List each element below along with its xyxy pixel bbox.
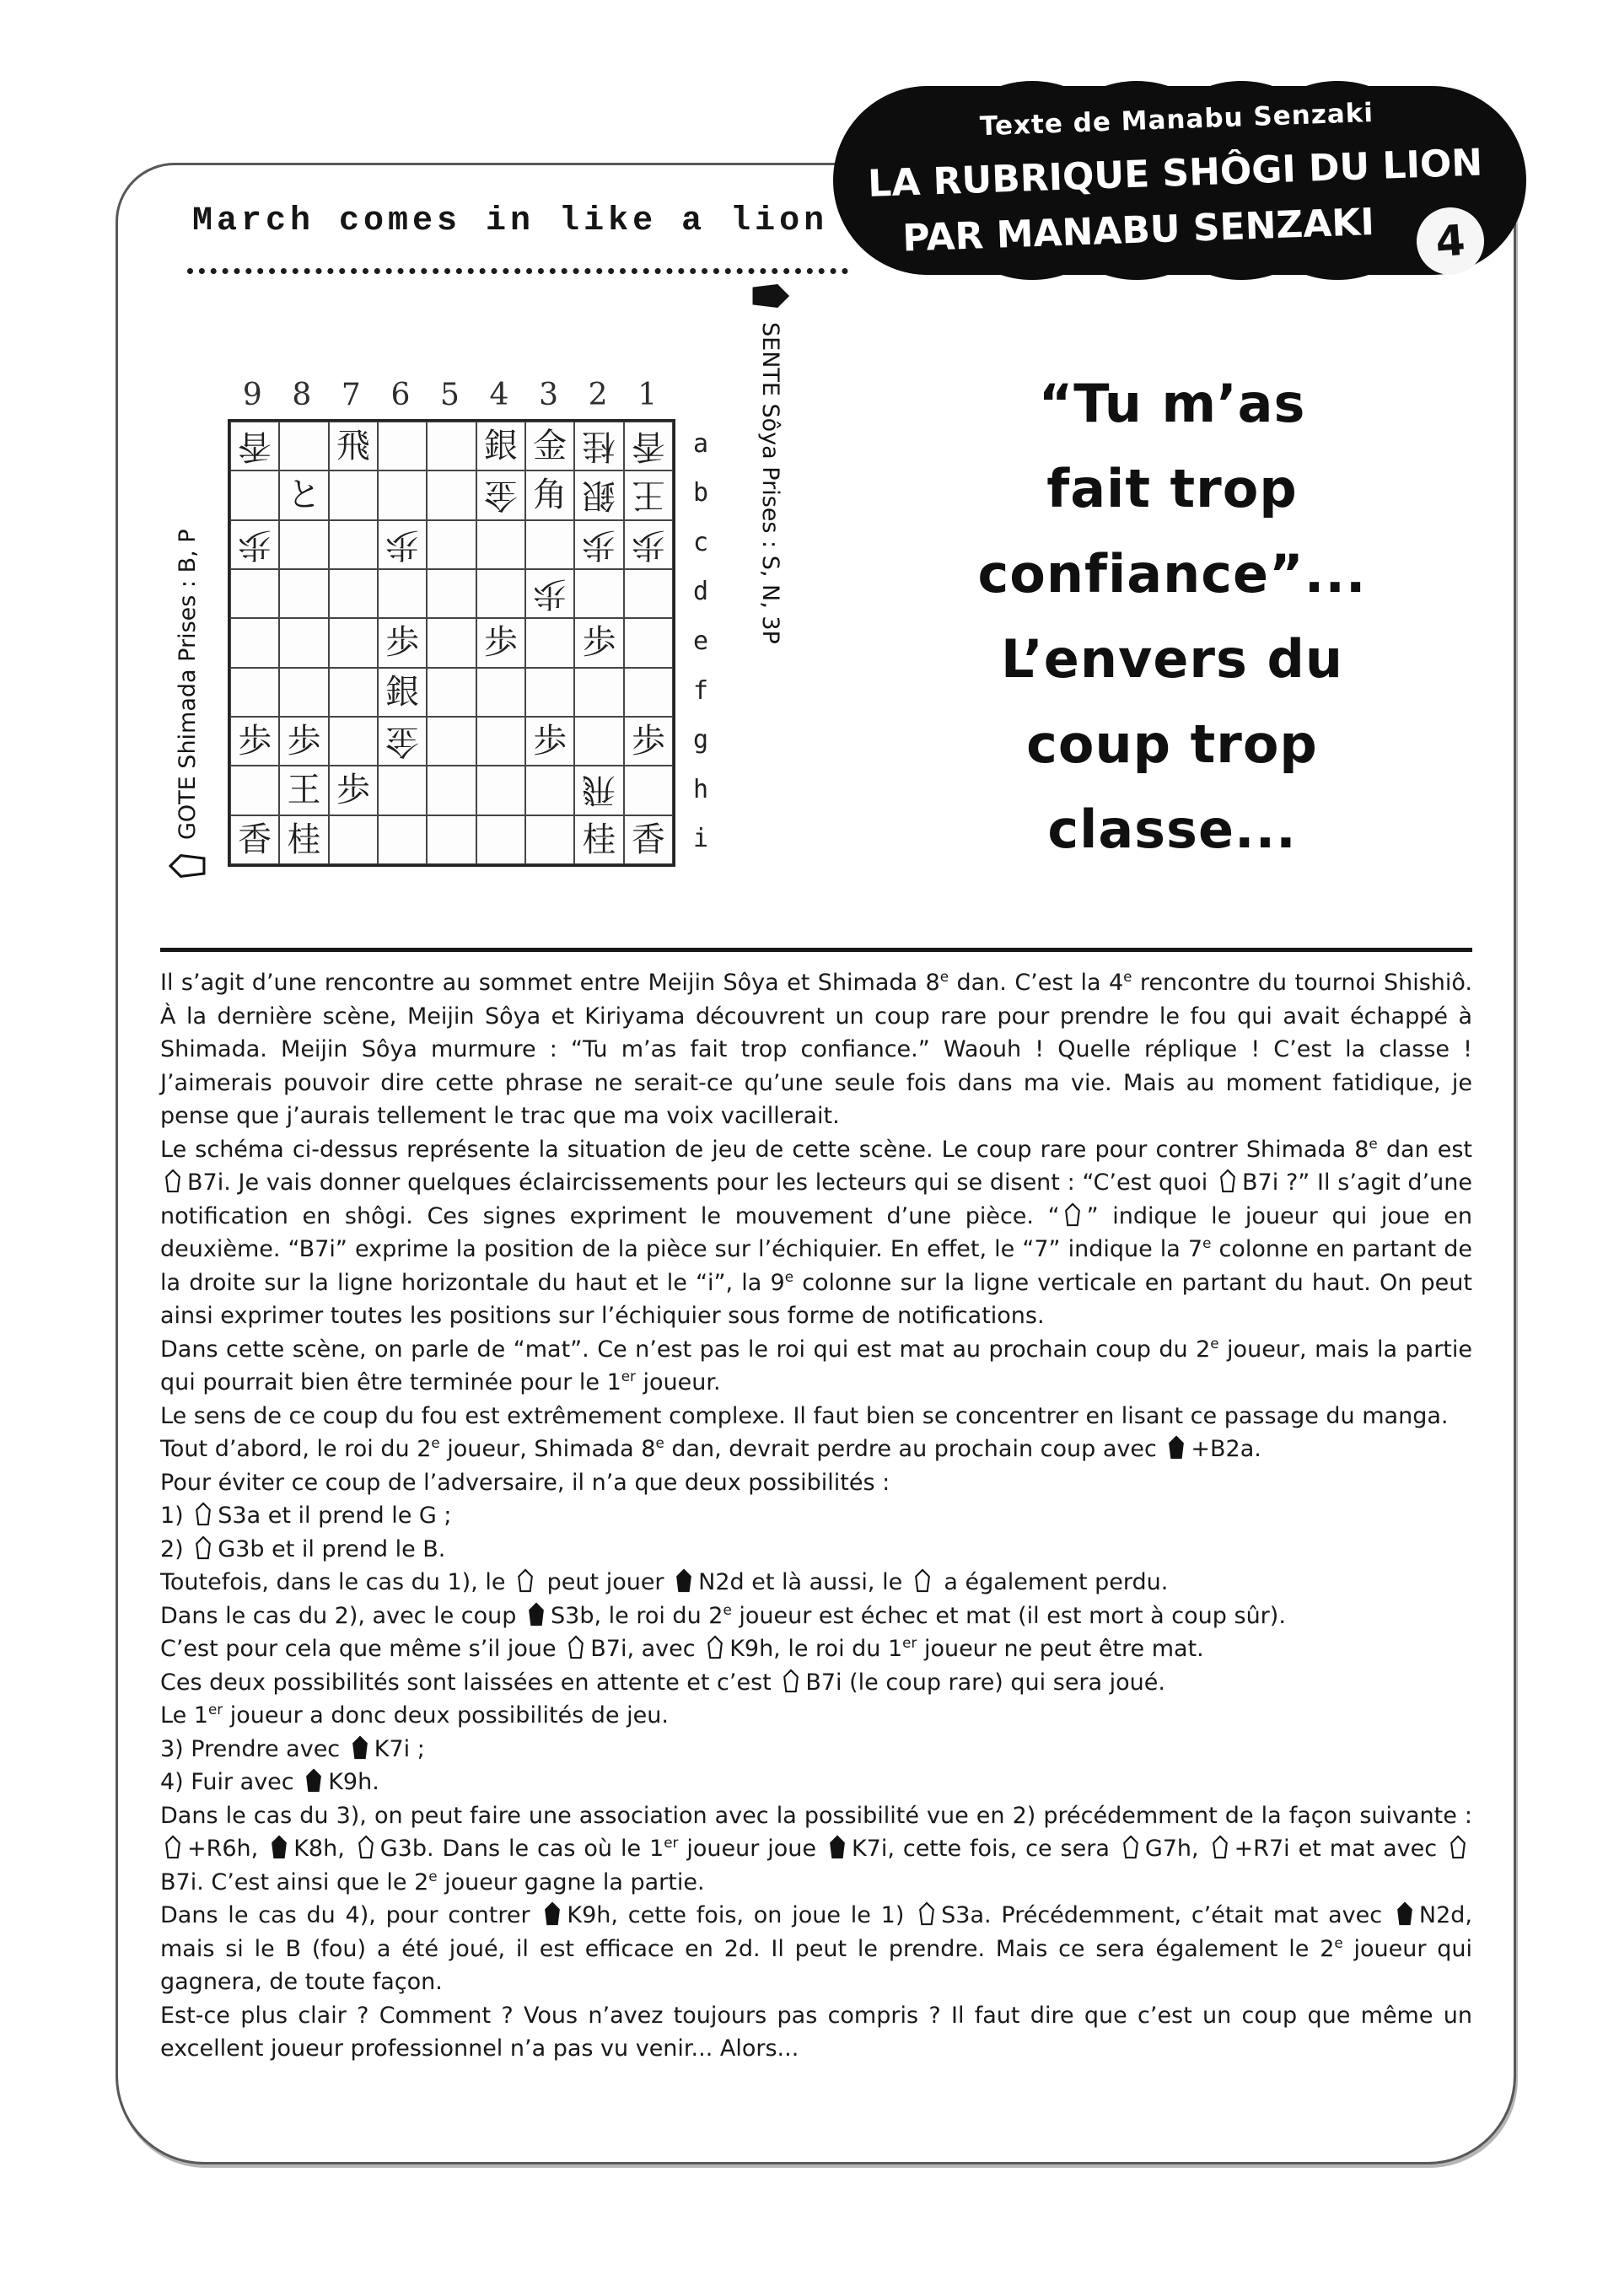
board-cell [230, 520, 279, 569]
shogi-piece: 銀 [483, 427, 518, 466]
article-paragraph: Est-ce plus clair ? Comment ? Vous n’avez toujours pas compris ? Il faut dire que c’est un coup que même un excellent joueur professionnel n’a pas vu venir... Alors... [160, 2002, 1472, 2062]
series-title: March comes in like a lion [192, 202, 829, 240]
article-paragraph: Ces deux possibilités sont laissées en attente et c’est B7i (le coup rare) qui sera joué. [160, 1669, 1165, 1696]
gote-pentagon-icon [193, 1535, 213, 1560]
shogi-piece: 香 [238, 820, 272, 859]
shogi-piece: 桂 [582, 427, 616, 466]
board-cell [230, 470, 279, 519]
shogi-piece: 歩 [287, 722, 321, 761]
article-paragraph: 4) Fuir avec K9h. [160, 1769, 379, 1795]
quote-line: fait trop [1046, 458, 1298, 519]
article-paragraph: Le schéma ci-dessus représente la situation de jeu de cette scène. Le coup rare pour contrer Shimada 8e dan est B7i. Je vais donner quelques éclaircissements pour les lecteurs qui se disent : “C’est quoi B7i ?” Il s’agit d’une notification en shôgi. Ces signes expriment le mouvement d’une pièce. “ ” indique le joueur qui joue en deuxième. “B7i” exprime la position de la pièce sur l’échiquier. En effet, le “7” indique la 7e colonne en partant de la droite sur la ligne horizontale du haut et le “i”, la 9e colonne sur la ligne verticale en partant du haut. On peut ainsi exprimer toutes les positions sur l’échiquier sous forme de notifications. [160, 1134, 1473, 1329]
board-cell [476, 668, 525, 717]
sente-pentagon-icon [269, 1835, 289, 1859]
column-number: 8 [292, 378, 312, 412]
shogi-piece: 歩 [582, 623, 616, 663]
column-number: 3 [539, 378, 558, 412]
shogi-piece: 歩 [238, 722, 272, 761]
board-cell [525, 668, 574, 717]
board-cell [230, 422, 279, 470]
quote-block [860, 361, 1484, 872]
sente-pentagon-icon [827, 1835, 847, 1859]
shogi-piece: 香 [631, 427, 665, 466]
column-number: 1 [637, 378, 658, 412]
sente-pentagon-icon [526, 1602, 546, 1627]
board-cell [624, 668, 673, 717]
sente-pentagon-icon [304, 1768, 324, 1793]
board-cell [279, 470, 328, 519]
column-number: 9 [242, 378, 262, 412]
board-cell [476, 422, 525, 470]
board-cell [378, 422, 427, 470]
board-cell [624, 766, 673, 815]
board-cell [378, 470, 427, 519]
gote-pentagon-icon [163, 1169, 183, 1193]
gote-pentagon-icon [566, 1635, 586, 1659]
row-letter: b [693, 478, 709, 508]
board-cell [525, 766, 574, 815]
gote-pentagon-icon [912, 1568, 933, 1593]
column-header-bubble [833, 74, 1526, 287]
board-cell [427, 668, 476, 717]
article-paragraph: Dans le cas du 3), on peut faire une association avec la possibilité vue en 2) précédemment de la façon suivante : +R6h, K8h, G3b. Dans le cas où le 1er joueur joue K7i, cette fois, ce sera G7h, +R7i et mat avec B7i. C’est ainsi que le 2e joueur gagne la partie. [160, 1802, 1472, 1895]
shogi-board [228, 419, 675, 867]
column-number: 5 [440, 378, 460, 412]
board-cell [378, 618, 427, 667]
section-divider [160, 948, 1472, 952]
board-cell [574, 569, 623, 618]
gote-pentagon-icon [356, 1835, 376, 1859]
gote-pentagon-icon [1062, 1202, 1083, 1227]
sente-pentagon-icon [674, 1568, 694, 1593]
board-cell [525, 470, 574, 519]
column-number: 2 [588, 378, 608, 412]
board-cell [378, 668, 427, 717]
article-paragraph: Le sens de ce coup du fou est extrêmement complexe. Il faut bien se concentrer en lisant ce passage du manga. [160, 1402, 1449, 1429]
row-letter: d [693, 577, 709, 607]
board-cell [329, 520, 378, 569]
board-cell [230, 668, 279, 717]
article-paragraph: 1) S3a et il prend le G ; [160, 1503, 452, 1529]
shogi-piece: 歩 [582, 524, 616, 564]
board-cell [574, 766, 623, 815]
board-cell [329, 668, 378, 717]
board-cell [329, 569, 378, 618]
article-paragraph: Dans le cas du 2), avec le coup S3b, le roi du 2e joueur est échec et mat (il est mort à coup sûr). [160, 1600, 1286, 1629]
shogi-piece: 角 [533, 476, 567, 515]
gote-pentagon-icon [168, 850, 207, 882]
row-letter: a [693, 428, 709, 459]
gote-pentagon-icon [1218, 1169, 1238, 1193]
shogi-piece: 香 [631, 820, 665, 859]
bubble-title-line1: LA RUBRIQUE SHÔGI DU LION [867, 141, 1483, 206]
quote-line: L’envers du [1000, 628, 1344, 690]
board-cell [279, 668, 328, 717]
row-letter: g [693, 725, 709, 755]
quote-line: classe... [1047, 798, 1297, 860]
board-cell [427, 717, 476, 766]
gote-pentagon-icon [193, 1502, 213, 1526]
article-paragraph: 2) G3b et il prend le B. [160, 1535, 446, 1562]
board-cell [525, 520, 574, 569]
board-cell [279, 569, 328, 618]
board-cell [279, 717, 328, 766]
board-cell [574, 618, 623, 667]
board-cell [476, 766, 525, 815]
board-cell [476, 520, 525, 569]
board-cell [525, 815, 574, 864]
shogi-piece: と [287, 476, 321, 515]
board-cell [329, 470, 378, 519]
row-letter: c [693, 527, 709, 557]
board-cell [525, 717, 574, 766]
board-cell [378, 717, 427, 766]
shogi-piece: 銀 [385, 672, 420, 712]
board-cell [574, 520, 623, 569]
gote-pentagon-icon [515, 1568, 535, 1593]
board-cell [329, 717, 378, 766]
sente-side-label-text: SENTE Sôya Prises : S, N, 3P [757, 322, 784, 644]
board-cell [427, 618, 476, 667]
board-column-numbers [228, 378, 672, 412]
article-paragraph: Tout d’abord, le roi du 2e joueur, Shimada 8e dan, devrait perdre au prochain coup avec +B2a. [160, 1434, 1261, 1462]
board-cell [230, 618, 279, 667]
gote-pentagon-icon [705, 1635, 725, 1659]
board-cell [525, 618, 574, 667]
board-cell [378, 815, 427, 864]
sente-pentagon-icon [1395, 1901, 1415, 1926]
shogi-piece: 歩 [385, 524, 420, 564]
sente-pentagon-icon [542, 1901, 562, 1926]
board-cell [378, 569, 427, 618]
shogi-piece: 歩 [533, 574, 567, 614]
article-paragraph: Le 1er joueur a donc deux possibilités de jeu. [160, 1701, 669, 1729]
article-paragraph: Il s’agit d’une rencontre au sommet entre Meijin Sôya et Shimada 8e dan. C’est la 4e rencontre du tournoi Shishiô. À la dernière scène, Meijin Sôya et Kiriyama découvrent un coup rare pour prendre le fou qui avait échappé à Shimada. Meijin Sôya murmure : “Tu m’as fait trop confiance.” Waouh ! Quelle réplique ! C’est la classe ! J’aimerais pouvoir dire cette phrase ne serait-ce qu’une seule fois dans ma vie. Mais au moment fatidique, je pense que j’aurais tellement le trac que ma voix vacillerait. [160, 968, 1472, 1129]
shogi-piece: 王 [287, 771, 321, 810]
gote-pentagon-icon [1121, 1835, 1141, 1859]
dotted-underline [187, 268, 848, 274]
board-cell [279, 815, 328, 864]
sente-side-label [750, 280, 791, 870]
row-letter: e [693, 626, 709, 656]
board-cell [476, 815, 525, 864]
board-cell [574, 717, 623, 766]
shogi-piece: 桂 [287, 820, 321, 859]
board-cell [329, 815, 378, 864]
shogi-piece: 歩 [336, 771, 370, 810]
issue-number-badge: 4 [1414, 205, 1486, 277]
shogi-piece: 歩 [483, 623, 518, 663]
gote-pentagon-icon [163, 1835, 183, 1859]
shogi-piece: 歩 [238, 524, 272, 564]
shogi-piece: 歩 [533, 722, 567, 761]
article-text [160, 966, 1472, 2066]
quote-line: coup trop [1026, 713, 1318, 775]
article-paragraph: Dans le cas du 4), pour contrer K9h, cette fois, on joue le 1) S3a. Précédemment, c’était mat avec N2d, mais si le B (fou) a été joué, il est efficace en 2d. Il peut le prendre. Mais ce sera également le 2e joueur qui gagnera, de toute façon. [160, 1902, 1473, 1995]
shogi-piece: 飛 [336, 427, 370, 466]
board-cell [525, 569, 574, 618]
shogi-piece: 歩 [631, 524, 665, 564]
board-cell [279, 618, 328, 667]
board-cell [230, 815, 279, 864]
board-cell [230, 766, 279, 815]
board-row-letters [693, 419, 708, 867]
board-cell [329, 618, 378, 667]
article-paragraph: Dans cette scène, on parle de “mat”. Ce n’est pas le roi qui est mat au prochain coup du 2e joueur, mais la partie qui pourrait bien être terminée pour le 1er joueur. [160, 1334, 1472, 1395]
board-cell [279, 520, 328, 569]
row-letter: i [693, 824, 709, 854]
article-paragraph: Pour éviter ce coup de l’adversaire, il n’a que deux possibilités : [160, 1469, 890, 1496]
board-cell [574, 668, 623, 717]
row-letter: f [693, 675, 709, 706]
board-cell [279, 766, 328, 815]
shogi-piece: 金 [385, 722, 420, 761]
column-number: 7 [341, 378, 361, 412]
board-cell [624, 717, 673, 766]
sente-pentagon-icon [751, 280, 790, 312]
shogi-piece: 香 [238, 427, 272, 466]
board-cell [476, 618, 525, 667]
gote-pentagon-icon [781, 1669, 801, 1693]
shogi-piece: 歩 [385, 623, 420, 663]
board-cell [476, 470, 525, 519]
board-cell [427, 766, 476, 815]
board-cell [624, 569, 673, 618]
shogi-piece: 桂 [582, 820, 616, 859]
gote-pentagon-icon [1448, 1835, 1468, 1859]
sente-pentagon-icon [1166, 1435, 1186, 1460]
board-cell [624, 422, 673, 470]
shogi-piece: 歩 [631, 722, 665, 761]
board-cell [378, 520, 427, 569]
quote-line: “Tu m’as [1038, 373, 1306, 434]
board-cell [230, 569, 279, 618]
board-cell [427, 520, 476, 569]
board-cell [476, 569, 525, 618]
board-cell [329, 766, 378, 815]
gote-pentagon-icon [917, 1901, 937, 1926]
board-cell [476, 717, 525, 766]
board-cell [624, 618, 673, 667]
board-cell [427, 422, 476, 470]
shogi-piece: 王 [631, 476, 665, 515]
shogi-piece: 金 [533, 427, 567, 466]
column-number: 4 [489, 378, 509, 412]
gote-side-label [167, 410, 207, 882]
shogi-piece: 飛 [582, 771, 616, 810]
board-cell [378, 766, 427, 815]
shogi-piece: 銀 [582, 476, 616, 515]
board-cell [574, 815, 623, 864]
sente-pentagon-icon [350, 1735, 370, 1760]
column-number: 6 [390, 378, 411, 412]
row-letter: h [693, 774, 709, 804]
board-cell [329, 422, 378, 470]
article-paragraph: 3) Prendre avec K7i ; [160, 1735, 425, 1762]
board-cell [427, 815, 476, 864]
shogi-piece: 金 [483, 476, 518, 515]
gote-side-label-text: GOTE Shimada Prises : B, P [174, 529, 201, 840]
board-cell [427, 569, 476, 618]
board-cell [574, 470, 623, 519]
quote-line: confiance”... [977, 543, 1367, 605]
board-cell [624, 470, 673, 519]
article-paragraph: Toutefois, dans le cas du 1), le peut jouer N2d et là aussi, le a également perdu. [160, 1569, 1169, 1595]
gote-pentagon-icon [1210, 1835, 1230, 1859]
board-cell [574, 422, 623, 470]
board-cell [230, 717, 279, 766]
bubble-byline: Texte de Manabu Senzaki [979, 97, 1374, 142]
article-paragraph: C’est pour cela que même s’il joue B7i, avec K9h, le roi du 1er joueur ne peut être mat. [160, 1634, 1204, 1662]
board-cell [525, 422, 574, 470]
board-cell [624, 815, 673, 864]
board-cell [624, 520, 673, 569]
board-cell [279, 422, 328, 470]
bubble-title-line2: PAR MANABU SENZAKI [901, 200, 1375, 261]
board-cell [427, 470, 476, 519]
